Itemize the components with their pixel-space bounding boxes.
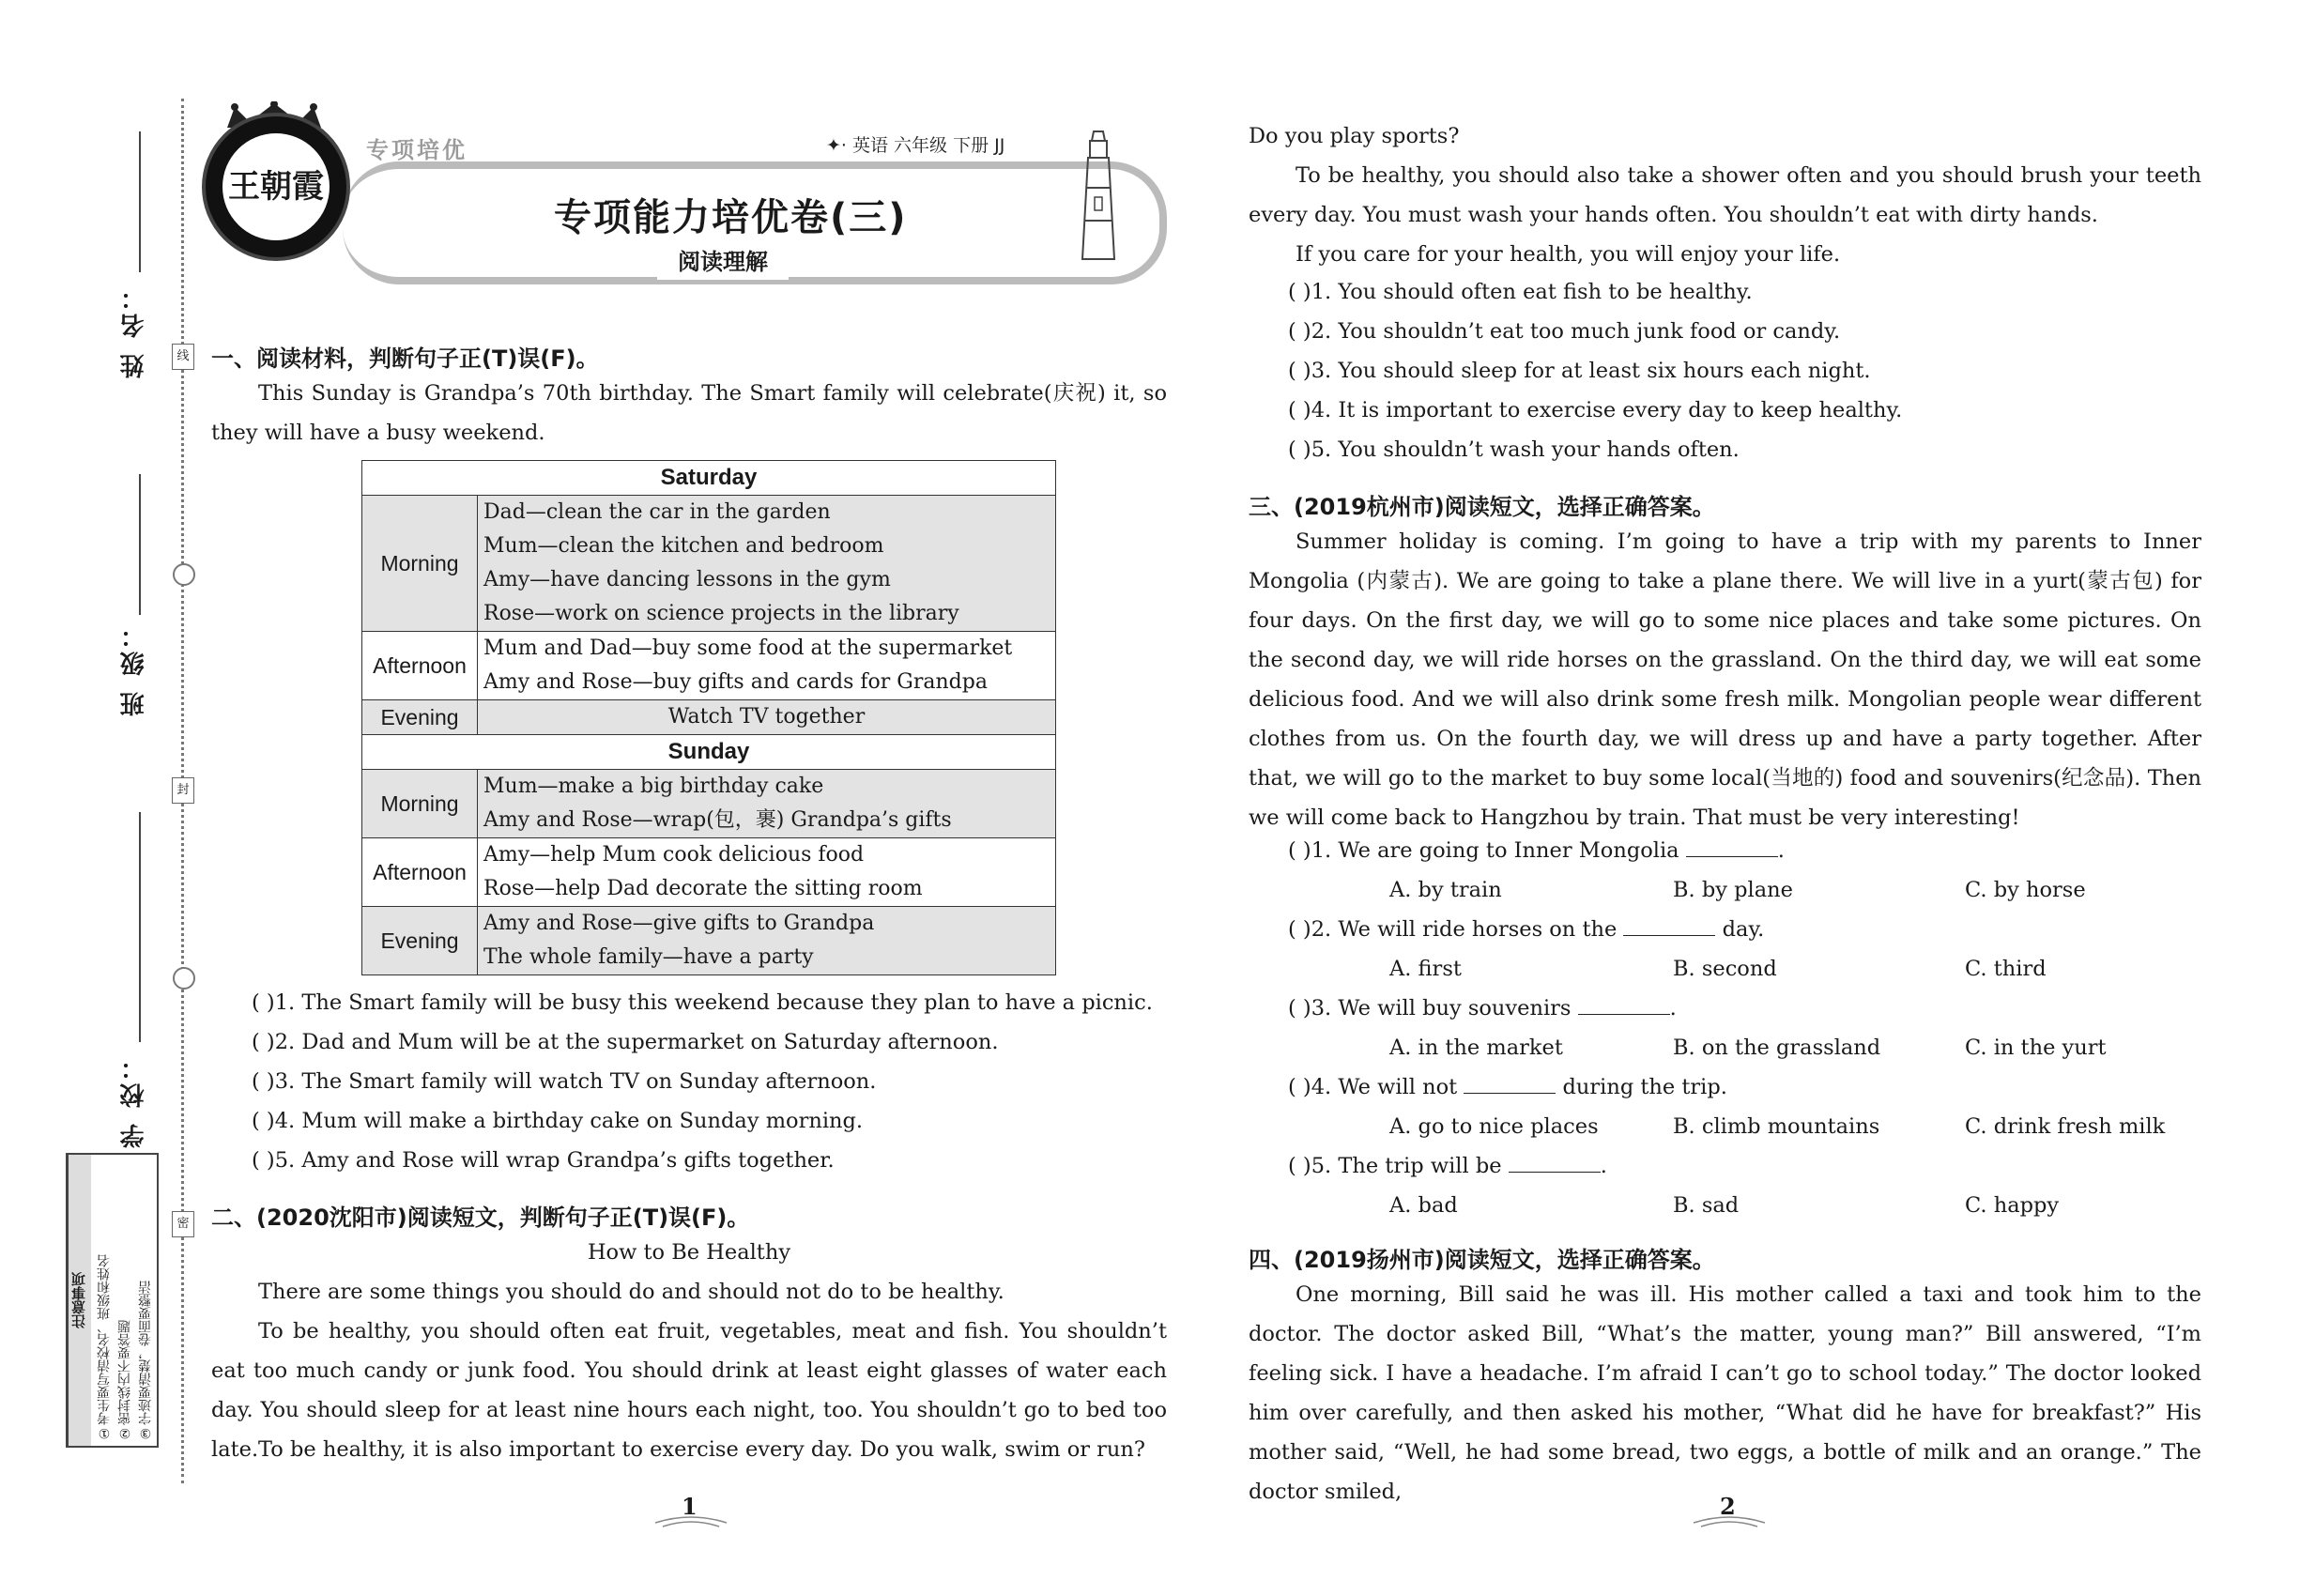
lighthouse-icon bbox=[1075, 122, 1122, 263]
page-subtitle: 阅读理解 bbox=[657, 244, 789, 280]
s3-q4-option-c[interactable]: C. drink fresh milk bbox=[1965, 1114, 2166, 1139]
s3-question-5[interactable] bbox=[1288, 1154, 1607, 1178]
q-text: ( )2. We will ride horses on the bbox=[1288, 917, 1618, 942]
note-item: ①考生要写清校名、班级和姓名 bbox=[97, 1254, 112, 1440]
s3-q2-option-b[interactable]: B. second bbox=[1673, 957, 1777, 981]
q-text-end: . bbox=[1600, 1154, 1607, 1178]
note-item: ③字迹要清楚，卷面要整洁 bbox=[138, 1281, 153, 1440]
class-label: 班 级： bbox=[120, 620, 148, 717]
page-ornament-icon bbox=[1692, 1513, 1767, 1530]
activity-line: Mum—make a big birthday cake bbox=[483, 775, 824, 798]
sun-evening-label: Evening bbox=[362, 907, 478, 975]
activity-line: Mum—clean the kitchen and bedroom bbox=[483, 534, 884, 558]
activity-line: The whole family—have a party bbox=[483, 945, 814, 969]
s3-q3-option-a[interactable]: A. in the market bbox=[1389, 1036, 1563, 1060]
section2-p2: To be healthy, you should often eat fruit, vegetables, meat and fish. You shouldn’t eat too much candy or junk food. You should drink at least eight glasses of water each day. You should sleep for at least nine hours each night, too. You shouldn’t go to bed too late. bbox=[211, 1319, 1167, 1462]
section2-p5: If you care for your health, you will enjoy your life. bbox=[1296, 242, 1841, 267]
sunday-header: Sunday bbox=[362, 735, 1056, 770]
section4-heading: 四、(2019扬州市)阅读短文，选择正确答案。 bbox=[1249, 1247, 1715, 1273]
s3-q5-option-b[interactable]: B. sad bbox=[1673, 1193, 1740, 1218]
s3-question-1[interactable] bbox=[1288, 838, 1785, 863]
q-text-end: . bbox=[1669, 996, 1677, 1021]
class-field-line[interactable] bbox=[139, 474, 141, 615]
section4-passage: One morning, Bill said he was ill. His mother called a taxi and took him to the doctor. The doctor asked Bill, “What’s the matter, young man?” Bill answered, “I’m feeling sick. I have a headache. I’m afraid I can’t go to school today.” The doctor looked him over carefully, and then asked his mother, “What did he have for breakfast?” His mother said, “Well, he had some bread, two eggs, a bottle of milk and an orange.” The doctor smiled, bbox=[1249, 1282, 2201, 1504]
series-tag: 专项培优 bbox=[366, 137, 468, 163]
s1-question-2[interactable]: ( )2. Dad and Mum will be at the supermarket on Saturday afternoon. bbox=[252, 1030, 999, 1054]
section1-intro: This Sunday is Grandpa’s 70th birthday. The Smart family will celebrate(庆祝) it, so they will have a busy weekend. bbox=[211, 381, 1167, 445]
s3-q3-option-c[interactable]: C. in the yurt bbox=[1965, 1036, 2107, 1060]
sat-morning-cell bbox=[478, 496, 1056, 632]
note-item: ②密封线内不要答题 bbox=[117, 1320, 132, 1440]
s3-question-4[interactable] bbox=[1288, 1075, 1727, 1099]
name-label: 姓 名： bbox=[120, 282, 148, 379]
q-text: ( )4. We will not bbox=[1288, 1075, 1458, 1099]
q-text-end: day. bbox=[1722, 917, 1765, 942]
s2-question-5[interactable]: ( )5. You shouldn’t wash your hands often. bbox=[1288, 437, 1740, 462]
sun-evening-cell bbox=[478, 907, 1056, 975]
seal-char-feng: 封 bbox=[172, 777, 194, 804]
s1-question-3[interactable]: ( )3. The Smart family will watch TV on Sunday afternoon. bbox=[252, 1069, 877, 1094]
s3-q5-option-a[interactable]: A. bad bbox=[1389, 1193, 1458, 1218]
section2-p4: To be healthy, you should also take a shower often and you should brush your teeth every day. You must wash your hands often. You shouldn’t eat with dirty hands. bbox=[1249, 163, 2201, 227]
section2-p3-cont: Do you play sports? bbox=[1249, 124, 1460, 148]
activity-line: Amy and Rose—give gifts to Grandpa bbox=[483, 912, 875, 935]
notes-box bbox=[66, 1153, 159, 1448]
section1-heading: 一、阅读材料，判断句子正(T)误(F)。 bbox=[211, 345, 599, 372]
sat-afternoon-label: Afternoon bbox=[362, 632, 478, 700]
schedule-table bbox=[361, 460, 1056, 975]
page-number-right: 2 bbox=[1720, 1493, 1736, 1520]
page-title: 专项能力培优卷(三) bbox=[554, 196, 908, 239]
section3-heading: 三、(2019杭州市)阅读短文，选择正确答案。 bbox=[1249, 494, 1715, 520]
answer-blank[interactable] bbox=[1464, 1076, 1556, 1094]
answer-blank[interactable] bbox=[1623, 918, 1715, 936]
activity-line: Amy and Rose—wrap(包，裹) Grandpa’s gifts bbox=[483, 808, 952, 832]
q-text: ( )1. We are going to Inner Mongolia bbox=[1288, 838, 1679, 863]
s2-question-2[interactable]: ( )2. You shouldn’t eat too much junk food or candy. bbox=[1288, 319, 1841, 344]
sparkle-icon: ✦· bbox=[826, 135, 852, 156]
s1-question-5[interactable]: ( )5. Amy and Rose will wrap Grandpa’s gifts together. bbox=[252, 1148, 835, 1173]
s3-question-3[interactable] bbox=[1288, 996, 1677, 1021]
section2-p1: There are some things you should do and should not do to be healthy. bbox=[258, 1280, 1004, 1304]
seal-char-xian: 线 bbox=[172, 344, 194, 370]
s1-question-4[interactable]: ( )4. Mum will make a birthday cake on Sunday morning. bbox=[252, 1109, 864, 1133]
name-field-line[interactable] bbox=[139, 131, 141, 272]
q-text-end: . bbox=[1777, 838, 1785, 863]
publisher-logo bbox=[202, 113, 350, 261]
s2-question-1[interactable]: ( )1. You should often eat fish to be healthy. bbox=[1288, 280, 1753, 304]
s3-q3-option-b[interactable]: B. on the grassland bbox=[1673, 1036, 1881, 1060]
q-text: ( )3. We will buy souvenirs bbox=[1288, 996, 1572, 1021]
q-text-end: during the trip. bbox=[1562, 1075, 1727, 1099]
sun-morning-cell bbox=[478, 770, 1056, 838]
section2-title: How to Be Healthy bbox=[587, 1240, 791, 1265]
s3-q1-option-a[interactable]: A. by train bbox=[1389, 878, 1502, 902]
sun-morning-label: Morning bbox=[362, 770, 478, 838]
activity-line: Dad—clean the car in the garden bbox=[483, 500, 831, 524]
sat-evening-label: Evening bbox=[362, 700, 478, 735]
activity-line: Amy—help Mum cook delicious food bbox=[483, 843, 865, 867]
s2-question-3[interactable]: ( )3. You should sleep for at least six hours each night. bbox=[1288, 359, 1871, 383]
s1-question-1[interactable]: ( )1. The Smart family will be busy this weekend because they plan to have a picnic. bbox=[252, 990, 1153, 1015]
answer-blank[interactable] bbox=[1578, 997, 1670, 1015]
activity-line: Amy and Rose—buy gifts and cards for Grandpa bbox=[483, 670, 988, 694]
sat-afternoon-cell bbox=[478, 632, 1056, 700]
school-field-line[interactable] bbox=[139, 812, 141, 1042]
book-meta bbox=[826, 131, 1004, 157]
seal-char-mi: 密 bbox=[172, 1211, 194, 1237]
section3-passage: Summer holiday is coming. I’m going to have a trip with my parents to Inner Mongolia (内蒙古). We are going to take a plane there. We will live in a yurt(蒙古包) for four days. On the first day, we will go to some nice places and take some pictures. On the second day, we will ride horses on the grassland. On the third day, we will eat some delicious food. And we will also drink some fresh milk. Mongolian people wear different clothes from us. On the fourth day, we will dress up and have a party together. After that, we will go to the market to buy some local(当地的) food and souvenirs(纪念品). Then we will come back to Hangzhou by train. That must be very interesting! bbox=[1249, 529, 2201, 830]
s3-q4-option-a[interactable]: A. go to nice places bbox=[1389, 1114, 1599, 1139]
activity-line: Mum and Dad—buy some food at the supermarket bbox=[483, 637, 1013, 660]
sun-afternoon-label: Afternoon bbox=[362, 838, 478, 907]
section2-heading: 二、(2020沈阳市)阅读短文，判断句子正(T)误(F)。 bbox=[211, 1205, 750, 1231]
sat-evening-cell: Watch TV together bbox=[478, 700, 1056, 735]
sun-afternoon-cell bbox=[478, 838, 1056, 907]
s3-q4-option-b[interactable]: B. climb mountains bbox=[1673, 1114, 1880, 1139]
section2-p3: To be healthy, it is also important to exercise every day. Do you walk, swim or run? bbox=[258, 1437, 1145, 1462]
s3-q1-option-b[interactable]: B. by plane bbox=[1673, 878, 1793, 902]
q-text: ( )5. The trip will be bbox=[1288, 1154, 1502, 1178]
s3-q1-option-c[interactable]: C. by horse bbox=[1965, 878, 2086, 902]
saturday-header: Saturday bbox=[362, 461, 1056, 496]
sat-morning-label: Morning bbox=[362, 496, 478, 632]
binding-hole-icon bbox=[173, 563, 195, 586]
s2-question-4[interactable]: ( )4. It is important to exercise every day to keep healthy. bbox=[1288, 398, 1903, 422]
s3-q2-option-a[interactable]: A. first bbox=[1389, 957, 1462, 981]
logo-text: 王朝霞 bbox=[222, 133, 330, 240]
page-number-left: 1 bbox=[682, 1493, 698, 1520]
activity-line: Rose—help Dad decorate the sitting room bbox=[483, 877, 923, 900]
school-label: 学 校： bbox=[120, 1051, 148, 1149]
s3-q5-option-c[interactable]: C. happy bbox=[1965, 1193, 2060, 1218]
answer-blank[interactable] bbox=[1509, 1155, 1601, 1173]
s3-q2-option-c[interactable]: C. third bbox=[1965, 957, 2047, 981]
s3-question-2[interactable] bbox=[1288, 917, 1764, 942]
binding-hole-icon bbox=[173, 967, 195, 990]
answer-blank[interactable] bbox=[1686, 839, 1778, 857]
page-ornament-icon bbox=[653, 1513, 728, 1530]
activity-line: Amy—have dancing lessons in the gym bbox=[483, 568, 891, 591]
notes-title: 注意事项 bbox=[68, 1155, 91, 1446]
activity-line: Rose—work on science projects in the library bbox=[483, 602, 959, 625]
book-meta-text: 英语 六年级 下册 JJ bbox=[852, 135, 1005, 156]
